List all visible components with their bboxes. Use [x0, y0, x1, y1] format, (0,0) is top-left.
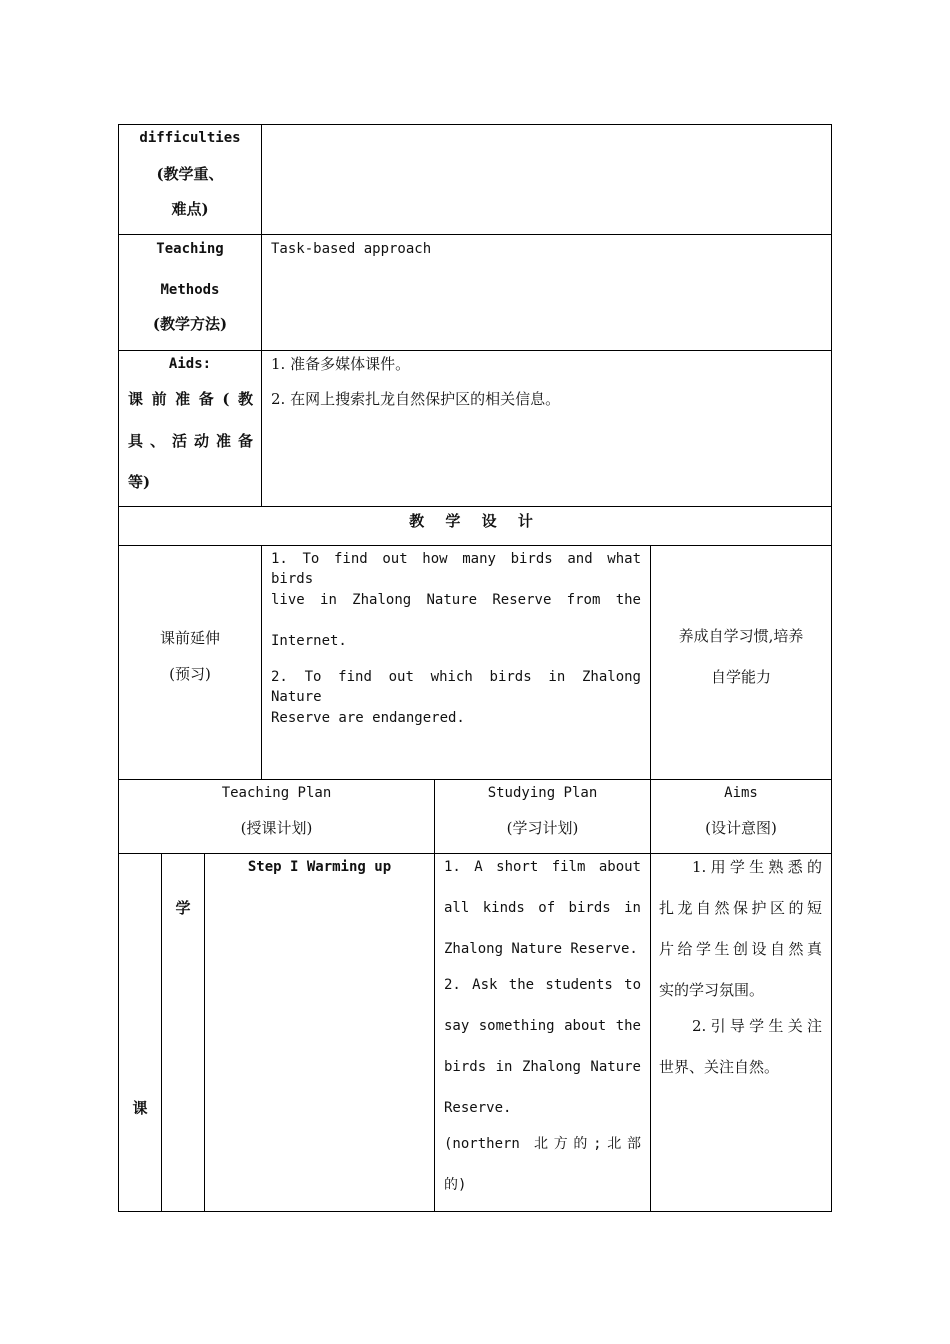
- preview-line: live in Zhalong Nature Reserve from the: [271, 592, 641, 608]
- preview-line: 1. To find out how many birds and what birds: [271, 551, 641, 587]
- row-divider: [118, 545, 832, 546]
- teaching-plan-header: Teaching Plan: [221, 785, 332, 801]
- row-divider: [118, 779, 832, 780]
- aids-label-cn: 课前准备(教: [128, 390, 253, 408]
- aims-line: 1.用学生熟悉的: [692, 858, 822, 876]
- aims-line: 扎龙自然保护区的短: [659, 899, 822, 917]
- methods-label: Methods: [160, 282, 220, 298]
- row-divider: [118, 853, 832, 854]
- aids-item: 2. 在网上搜索扎龙自然保护区的相关信息。: [271, 390, 561, 408]
- aims-header: Aims: [724, 785, 758, 801]
- aims-line: 实的学习氛围。: [659, 981, 765, 999]
- lesson-side-label: 课: [132, 1099, 148, 1117]
- aims-line: 片给学生创设自然真: [659, 940, 822, 958]
- design-header: 教 学 设 计: [409, 512, 541, 530]
- studying-line: 的): [444, 1177, 467, 1193]
- studying-line: birds in Zhalong Nature: [444, 1059, 641, 1075]
- aims-line: 2.引导学生关注: [692, 1017, 822, 1035]
- row-divider: [118, 506, 832, 507]
- studying-line: all kinds of birds in: [444, 900, 641, 916]
- aids-label-cn: 具、活动准备: [128, 432, 253, 450]
- aims-line: 世界、关注自然。: [659, 1058, 780, 1076]
- label-column-divider: [261, 545, 262, 780]
- lesson-side-label: 学: [175, 899, 191, 917]
- preview-line: Reserve are endangered.: [271, 710, 465, 726]
- studying-line: 1. A short film about: [444, 859, 641, 875]
- step-title: Step I Warming up: [247, 859, 392, 875]
- aids-label-cn: 等): [128, 473, 151, 491]
- preview-aim: 养成自学习惯,培养: [678, 627, 804, 645]
- difficulties-label: difficulties: [139, 130, 241, 146]
- side-column-divider: [204, 853, 205, 1212]
- preview-line: 2. To find out which birds in Zhalong Nature: [271, 669, 641, 705]
- studying-line: Zhalong Nature Reserve.: [444, 941, 638, 957]
- row-divider: [118, 350, 832, 351]
- studying-line: Reserve.: [444, 1100, 512, 1116]
- difficulties-label-cn: 难点): [171, 200, 209, 218]
- preview-line: Internet.: [271, 633, 347, 649]
- studying-line: 2. Ask the students to: [444, 977, 641, 993]
- preview-label: 课前延伸: [159, 629, 220, 647]
- methods-label: Teaching: [156, 241, 224, 257]
- studying-plan-header: Studying Plan: [487, 785, 598, 801]
- aids-item: 1. 准备多媒体课件。: [271, 355, 411, 373]
- table-border-bottom: [118, 1211, 832, 1212]
- table-border-top: [118, 124, 832, 125]
- studying-line: say something about the: [444, 1018, 641, 1034]
- aids-label: Aids:: [168, 356, 212, 372]
- teaching-plan-header-cn: (授课计划): [240, 819, 313, 837]
- row-divider: [118, 234, 832, 235]
- label-column-divider: [261, 124, 262, 507]
- aims-header-cn: (设计意图): [705, 819, 777, 837]
- studying-line: (northern 北方的;北部: [444, 1136, 641, 1152]
- plan-column-divider: [434, 779, 435, 1212]
- preview-label-sub: (预习): [169, 665, 211, 683]
- table-border-right: [831, 124, 832, 1212]
- difficulties-label-cn: (教学重、: [156, 165, 224, 183]
- methods-label-cn: (教学方法): [152, 315, 228, 333]
- studying-plan-header-cn: (学习计划): [506, 819, 579, 837]
- methods-content: Task-based approach: [271, 241, 432, 257]
- preview-aim: 自学能力: [710, 668, 771, 686]
